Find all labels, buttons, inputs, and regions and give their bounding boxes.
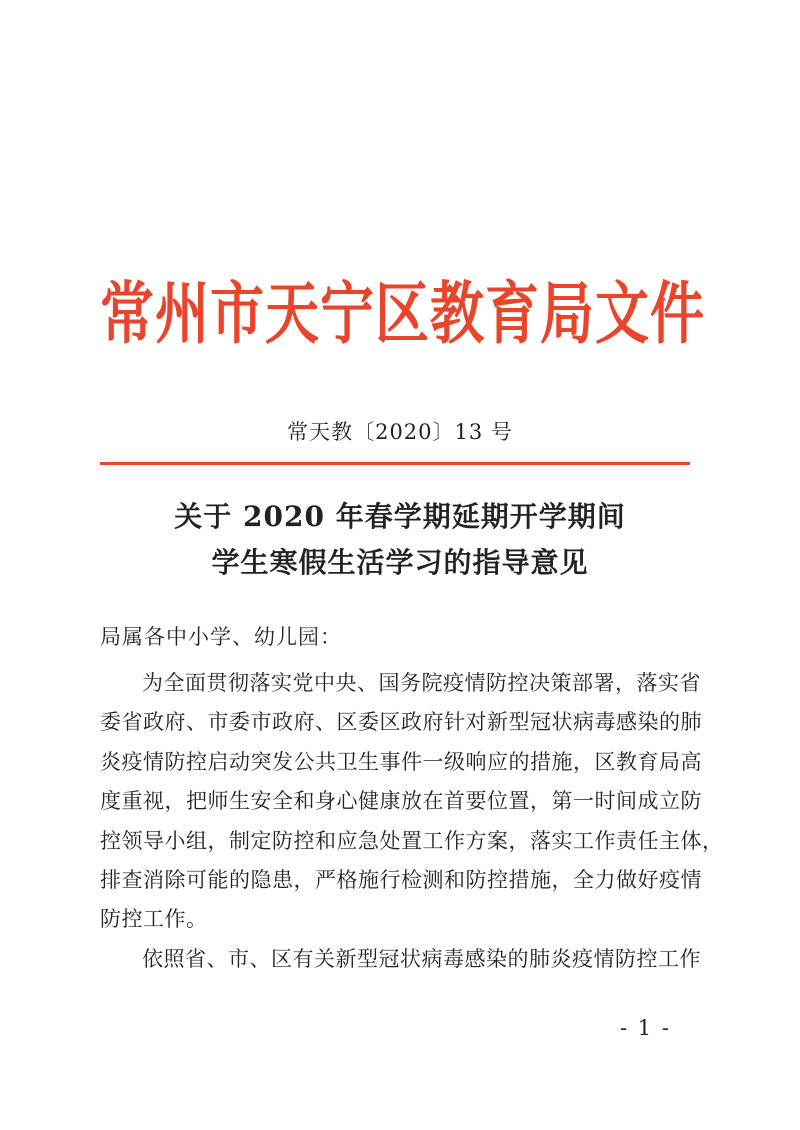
body-line: 排查消除可能的隐患，严格施行检测和防控措施，全力做好疫情: [100, 867, 702, 892]
body-line: 度重视，把师生安全和身心健康放在首要位置，第一时间成立防: [100, 789, 702, 814]
document-title-line-1: 关于 2020 年春学期延期开学期间: [174, 500, 626, 533]
addressee: 局属各中小学、幼儿园：: [100, 625, 342, 649]
body-line: 依照省、市、区有关新型冠状病毒感染的肺炎疫情防控工作: [142, 946, 701, 971]
body-line: 控领导小组，制定防控和应急处置工作方案，落实工作责任主体，: [100, 828, 724, 853]
body-line: 委省政府、市委市政府、区委区政府针对新型冠状病毒感染的肺: [100, 710, 702, 735]
body-text: [100, 664, 724, 979]
body-line: 防控工作。: [100, 907, 208, 932]
document-title: [0, 494, 800, 586]
body-line: 炎疫情防控启动突发公共卫生事件一级响应的措施，区教育局高: [100, 749, 702, 774]
document-masthead: 常州市天宁区教育局文件: [100, 273, 705, 353]
body-line: 为全面贯彻落实党中央、国务院疫情防控决策部署，落实省: [142, 671, 701, 695]
red-divider-line: [100, 462, 690, 465]
document-number: 常天教〔2020〕13 号: [287, 420, 513, 444]
page-number: - 1 -: [620, 1016, 671, 1040]
document-title-line-2: 学生寒假生活学习的指导意见: [211, 546, 589, 579]
